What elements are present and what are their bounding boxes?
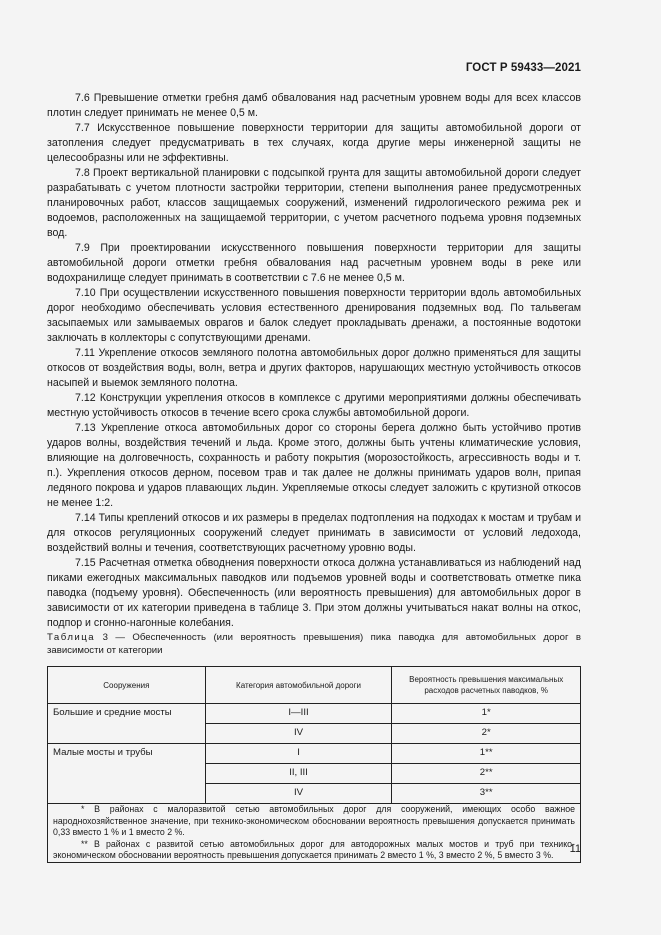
standard-number: ГОСТ Р 59433—2021 — [465, 62, 581, 74]
cell-structure: Большие и средние мосты — [48, 704, 206, 744]
table-caption — [47, 632, 581, 657]
cell-category: IV — [205, 784, 392, 804]
cell-probability: 2* — [392, 724, 581, 744]
table-note-2: ** В районах с развитой сетью автомобильных дорог для автодорожных малых мостов и труб при технико-экономическом обосновании вероятность превышения допускается принимать 2 вместо 1 %, 3 вместо 2 %, 5 вместо 3 %. — [53, 838, 575, 860]
paragraph-7-11: 7.11 Укрепление откосов земляного полотна автомобильных дорог должно применяться для защиты откосов от воздействия воды, волн, ветра и других факторов, нарушающих местную устойчивость откосов насыпей и выемок земляного полотна. — [47, 347, 581, 389]
table-row — [48, 744, 581, 764]
cell-category: II, III — [205, 764, 392, 784]
paragraph-7-12: 7.12 Конструкции укрепления откосов в комплексе с другими мероприятиями должны обеспечивать местную устойчивость откосов в течение всего срока службы автомобильной дороги. — [47, 392, 581, 419]
table-row — [48, 704, 581, 724]
flood-probability-table — [47, 666, 581, 863]
table-header-row — [48, 667, 581, 704]
paragraph-7-9: 7.9 При проектировании искусственного повышения поверхности территории для защиты автомобильной дороги отметки гребня обвалования над расчетным уровнем воды в реке или водохранилище следует принимать в соответствии с 7.6 не менее 0,5 м. — [47, 242, 581, 284]
header-probability: Вероятность превышения максимальных расходов расчетных паводков, % — [392, 667, 581, 704]
cell-category: IV — [205, 724, 392, 744]
paragraph-7-7: 7.7 Искусственное повышение поверхности территории для защиты автомобильной дороги от затопления следует предусматривать в тех случаях, когда другие меры инженерной защиты не целесообразны или не эффективны. — [47, 122, 581, 164]
paragraph-7-10: 7.10 При осуществлении искусственного повышения поверхности территории вдоль автомобильных дорог необходимо обеспечивать условия естественного дренирования подземных вод. По тальвегам засыпаемых или замываемых оврагов и балок следует прокладывать дренажи, а постоянные водотоки заключать в коллекторы с сопутствующими дренами. — [47, 287, 581, 344]
page-content — [47, 91, 581, 863]
cell-category: I—III — [205, 704, 392, 724]
table-note-1: * В районах с малоразвитой сетью автомобильных дорог для сооружений, имеющих особо важное народнохозяйственное значение, при технико-экономическом обосновании вероятность превышения допускается принимать 0,33 вместо 1 % и 1 вместо 2 %. — [53, 804, 575, 837]
table-caption-text: 3 — Обеспеченность (или вероятность превышения) пика паводка для автомобильных дорог в зависимости от категории — [47, 632, 581, 656]
table-notes — [48, 804, 581, 863]
cell-category: I — [205, 744, 392, 764]
table-caption-label: Таблица — [47, 632, 96, 643]
paragraph-7-8: 7.8 Проект вертикальной планировки с подсыпкой грунта для защиты автомобильной дороги следует разрабатывать с учетом плотности застройки территории, степени выполнения ранее предусмотренных планировочных работ, классов защищаемых сооружений, изменений гидрологического режима рек и водоемов, расположенных на защищаемой территории, с учетом расчетного подъема уровня подземных вод. — [47, 167, 581, 239]
cell-probability: 1* — [392, 704, 581, 724]
paragraph-7-15: 7.15 Расчетная отметка обводнения поверхности откоса должна устанавливаться из наблюдений над пиками ежегодных максимальных паводков или подъемов уровней воды и соответствовать отметке пика паводка (подъему уровня). Обеспеченность (или вероятность превышения) для автомобильных дорог в зависимости от их категории приведена в таблице 3. При этом должны учитываться накат волны на откос, подпор и сгонно-нагонные колебания. — [47, 557, 581, 629]
cell-probability: 3** — [392, 784, 581, 804]
table-notes-row — [48, 804, 581, 863]
page-number: 11 — [569, 843, 581, 855]
paragraph-7-14: 7.14 Типы креплений откосов и их размеры в пределах подтопления на подходах к мостам и трубам и для откосов регуляционных сооружений следует принимать в зависимости от условий ледохода, воздействий волны и течения, соответствующих расчетному уровню воды. — [47, 512, 581, 554]
header-road-category: Категория автомобильной дороги — [205, 667, 392, 704]
paragraph-7-6: 7.6 Превышение отметки гребня дамб обвалования над расчетным уровнем воды для всех классов плотин следует принимать не менее 0,5 м. — [47, 92, 581, 119]
header-structures: Сооружения — [48, 667, 206, 704]
cell-probability: 2** — [392, 764, 581, 784]
paragraph-7-13: 7.13 Укрепление откоса автомобильных дорог со стороны берега должно быть устойчиво против ударов волны, воздействия течений и льда. Кроме этого, должны быть учтены климатические условия, влияющие на долговечность, сохранность и работу покрытия (морозостойкость, агрессивность воды и т. п.). Укрепления откосов дерном, посевом трав и так далее не должны принимать ударов волн, припая ледяного покрова и ударов плавающих льдин. Укрепляемые откосы следует заложить с крутизной откосов не менее 1:2. — [47, 422, 581, 509]
cell-probability: 1** — [392, 744, 581, 764]
cell-structure: Малые мосты и трубы — [48, 744, 206, 804]
